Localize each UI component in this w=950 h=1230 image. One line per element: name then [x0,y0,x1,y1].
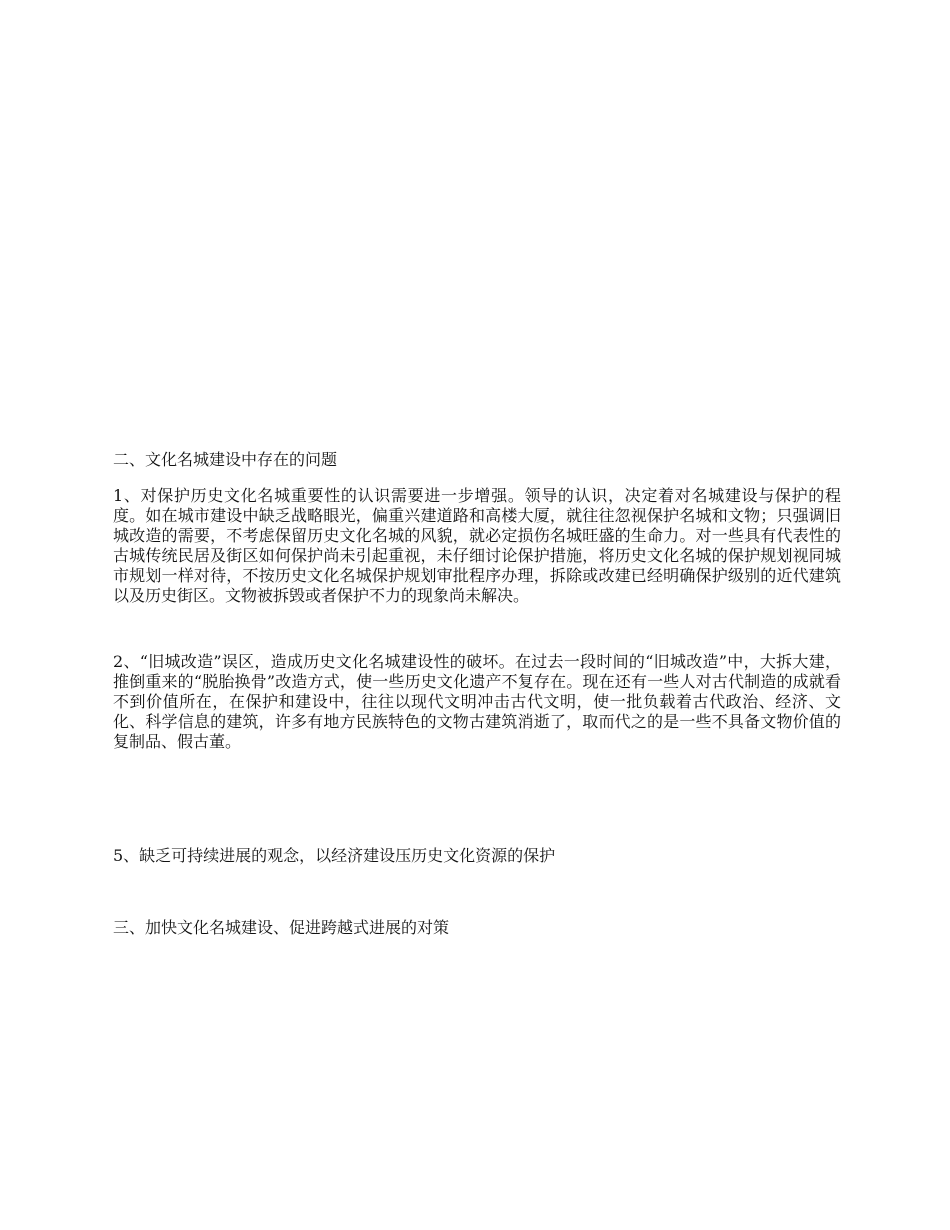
paragraph-awareness: 1、对保护历史文化名城重要性的认识需要进一步增强。领导的认识，决定着对名城建设与保护的程度。如在城市建设中缺乏战略眼光，偏重兴建道路和高楼大厦，就往往忽视保护名城和文物；只强调旧城改造的需要，不考虑保留历史文化名城的风貌，就必定损伤名城旺盛的生命力。对一些具有代表性的古城传统民居及街区如何保护尚未引起重视，未仔细讨论保护措施，将历史文化名城的保护规划视同城市规划一样对待，不按历史文化名城保护规划审批程序办理，拆除或改建已经明确保护级别的近代建筑以及历史街区。文物被拆毁或者保护不力的现象尚未解决。 [113,486,841,605]
item-sustainable-development: 5、缺乏可持续进展的观念，以经济建设压历史文化资源的保护 [113,846,556,865]
paragraph-old-city-renovation: 2、“旧城改造”误区，造成历史文化名城建设性的破坏。在过去一段时间的“旧城改造”中，大拆大建，推倒重来的“脱胎换骨”改造方式，使一些历史文化遗产不复存在。现在还有一些人对古代制造的成就看不到价值所在，在保护和建设中，往往以现代文明冲击古代文明，使一批负载着古代政治、经济、文化、科学信息的建筑，许多有地方民族特色的文物古建筑消逝了，取而代之的是一些不具备文物价值的复制品、假古董。 [113,652,841,751]
section-three-heading: 三、加快文化名城建设、促进跨越式进展的对策 [113,918,450,937]
section-two-heading: 二、文化名城建设中存在的问题 [113,450,338,469]
